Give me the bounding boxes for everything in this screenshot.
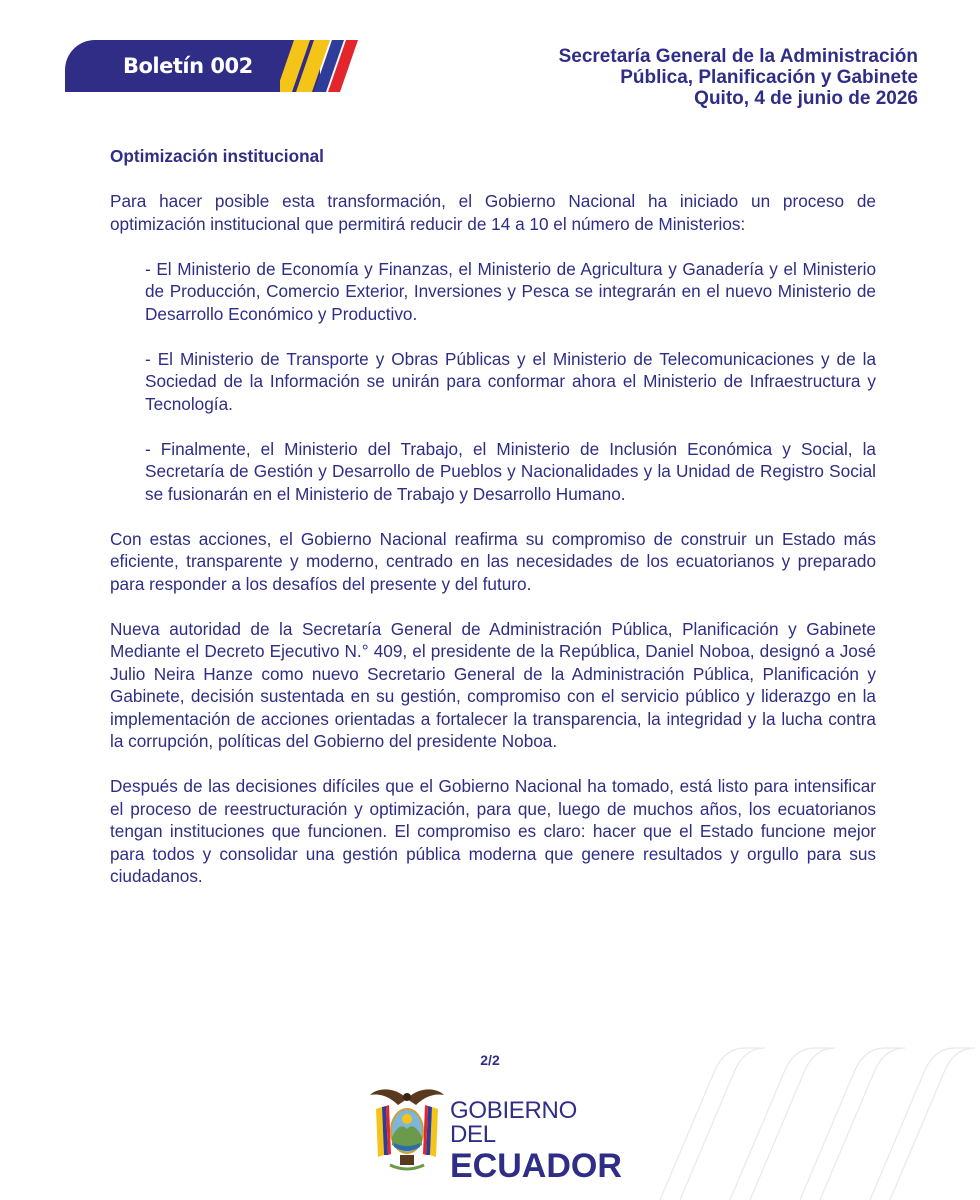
logo-text xyxy=(450,1099,628,1183)
institution-line-2: Pública, Planificación y Gabinete xyxy=(620,67,918,88)
coat-of-arms-icon xyxy=(368,1085,446,1175)
section-heading: Optimización institucional xyxy=(110,146,324,166)
list-item: - Finalmente, el Ministerio del Trabajo, el Ministerio de Inclusión Económica y Social, la Secretaría de Gestión y Desarrollo de Pueblos y Nacionalidades y la Unidad de Registro Social se fusionarán en el Ministerio de Trabajo y Desarrollo Humano. xyxy=(145,438,876,504)
bulletin-body xyxy=(110,145,876,910)
institution-header xyxy=(559,46,918,109)
authority-paragraph: Nueva autoridad de la Secretaría General de Administración Pública, Planificación y Gabinete Mediante el Decreto Ejecutivo N.° 409, el presidente de la República, Daniel Noboa, designó a José Julio Neira Hanze como nuevo Secretario General de la Administración Pública, Planificación y Gabinete, decisión sustentada en su gestión, compromiso con el servicio público y liderazgo en la implementación de acciones orientadas a fortalecer la transparencia, la integridad y la lucha contra la corrupción, políticas del Gobierno del presidente Noboa. xyxy=(110,618,876,751)
logo-line-1: GOBIERNO DEL xyxy=(450,1097,577,1148)
flag-stripes-icon xyxy=(280,40,360,92)
date-line: Quito, 4 de junio de 2026 xyxy=(694,88,918,109)
page-number: 2/2 xyxy=(480,1052,500,1068)
bulletin-label: Boletín 002 xyxy=(123,54,253,78)
closing-paragraph: Después de las decisiones difíciles que el Gobierno Nacional ha tomado, está listo para intensificar el proceso de reestructuración y optimización, para que, luego de muchos años, los ecuatorianos tengan instituciones que funcionen. El compromiso es claro: hacer que el Estado funcione mejor para todos y consolidar una gestión pública moderna que genere resultados y orgullo para sus ciudadanos. xyxy=(110,776,876,886)
intro-paragraph: Para hacer posible esta transformación, el Gobierno Nacional ha iniciado un proceso de optimización institucional que permitirá reducir de 14 a 10 el número de Ministerios: xyxy=(110,191,876,234)
logo-line-2: ECUADOR xyxy=(450,1147,622,1185)
institution-line-1: Secretaría General de la Administración xyxy=(558,46,918,67)
list-item: - El Ministerio de Transporte y Obras Públicas y el Ministerio de Telecomunicaciones y de la Sociedad de la Información se unirán para conformar ahora el Ministerio de Infraestructura y Tecnología. xyxy=(145,348,876,414)
commitment-paragraph: Con estas acciones, el Gobierno Nacional reafirma su compromiso de construir un Estado más eficiente, transparente y moderno, centrado en las necesidades de los ecuatorianos y preparado para responder a los desafíos del presente y del futuro. xyxy=(110,528,876,594)
government-logo xyxy=(368,1085,628,1185)
list-item: - El Ministerio de Economía y Finanzas, el Ministerio de Agricultura y Ganadería y el Ministerio de Producción, Comercio Exterior, Inversiones y Pesca se integrarán en el nuevo Ministerio de Desarrollo Económico y Productivo. xyxy=(145,258,876,324)
